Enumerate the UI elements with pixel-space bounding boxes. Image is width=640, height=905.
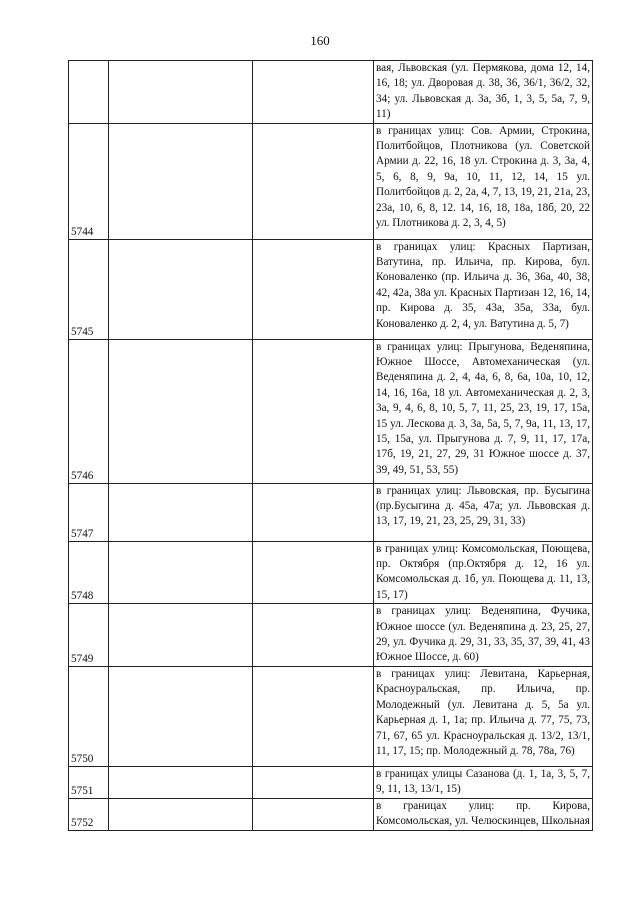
row-number: 5751 — [69, 766, 109, 798]
row-number — [69, 61, 109, 124]
empty-cell — [109, 239, 253, 339]
address-table — [68, 60, 593, 831]
address-description: в границах улиц: Комсомольская, Поющева, пр. Октября (пр.Октября д. 12, 16 ул. Комсомольская д. 1б, ул. Поющева д. 11, 13, 15, 17) — [374, 541, 593, 604]
row-number: 5752 — [69, 798, 109, 830]
page-number: 160 — [310, 33, 330, 48]
empty-cell — [253, 666, 374, 766]
table-row — [69, 604, 593, 667]
empty-cell — [253, 123, 374, 239]
table-row — [69, 766, 593, 798]
row-number: 5749 — [69, 604, 109, 667]
empty-cell — [109, 604, 253, 667]
empty-cell — [253, 798, 374, 830]
empty-cell — [253, 239, 374, 339]
address-description: в границах улиц: Левитана, Карьерная, Красноуральская, пр. Ильича, пр. Молодежный (ул. Левитана д. 5, 5а ул. Карьерная д. 1, 1а; пр. Ильича д. 77, 75, 73, 71, 67, 65 ул. Красноуральская д. 13/2, 13/1, 11, 17, 15; пр. Молодежный д. 78, 78а, 76) — [374, 666, 593, 766]
empty-cell — [109, 483, 253, 541]
row-number: 5744 — [69, 123, 109, 239]
table-row — [69, 239, 593, 339]
empty-cell — [109, 666, 253, 766]
address-description: в границах улиц: Веденяпина, Фучика, Южное шоссе (ул. Веденяпина д. 23, 25, 27, 29, ул. Фучика д. 29, 31, 33, 35, 37, 39, 41, 43 Южное Шоссе, д. 60) — [374, 604, 593, 667]
empty-cell — [253, 61, 374, 124]
empty-cell — [109, 766, 253, 798]
address-description: в границах улиц: Красных Партизан, Ватутина, пр. Ильича, пр. Кирова, бул. Коноваленко (пр. Ильича д. 36, 36а, 40, 38, 42, 42а, 38а ул. Красных Партизан 12, 16, 14, пр. Кирова д. 35, 43а, 35а, 33а, бул. Коноваленко д. 2, 4, ул. Ватутина д. 5, 7) — [374, 239, 593, 339]
empty-cell — [253, 483, 374, 541]
empty-cell — [253, 541, 374, 604]
empty-cell — [109, 798, 253, 830]
empty-cell — [253, 339, 374, 483]
address-description: вая, Львовская (ул. Пермякова, дома 12, 14, 16, 18; ул. Дворовая д. 38, 36, 36/1, 36/2, 32, 34; ул. Львовская д. 3а, 3б, 1, 3, 5, 5а, 7, 9, 11) — [374, 61, 593, 124]
table-row — [69, 339, 593, 483]
row-number: 5750 — [69, 666, 109, 766]
row-number: 5748 — [69, 541, 109, 604]
table-row — [69, 666, 593, 766]
table-row — [69, 798, 593, 830]
address-description: в границах улицы Сазанова (д. 1, 1а, 3, 5, 7, 9, 11, 13, 13/1, 15) — [374, 766, 593, 798]
empty-cell — [109, 61, 253, 124]
table-row — [69, 123, 593, 239]
address-description: в границах улиц: Прыгунова, Веденяпина, Южное Шоссе, Автомеханическая (ул. Веденяпина д. 2, 4, 4а, 6, 8, 6а, 10а, 10, 12, 14, 16, 16а, 18 ул. Автомеханическая д. 2, 3, 3а, 9, 4, 6, 8, 10, 5, 7, 11, 25, 23, 19, 17, 15а, 15 ул. Лескова д. 3, 3а, 5а, 5, 7, 9а, 11, 13, 17, 15, 15а, ул. Прыгунова д. 7, 9, 11, 17, 17а, 17б, 19, 21, 27, 29, 31 Южное шоссе д. 37, 39, 49, 51, 53, 55) — [374, 339, 593, 483]
address-description: в границах улиц: Львовская, пр. Бусыгина (пр.Бусыгина д. 45а, 47а; ул. Львовская д. 13, 17, 19, 21, 23, 25, 29, 31, 33) — [374, 483, 593, 541]
row-number: 5746 — [69, 339, 109, 483]
empty-cell — [253, 604, 374, 667]
empty-cell — [109, 339, 253, 483]
empty-cell — [109, 541, 253, 604]
row-number: 5747 — [69, 483, 109, 541]
address-description: в границах улиц: пр. Кирова, Комсомольская, ул. Челюскинцев, Школьная — [374, 798, 593, 830]
table-row — [69, 541, 593, 604]
table-row — [69, 61, 593, 124]
table-row — [69, 483, 593, 541]
row-number: 5745 — [69, 239, 109, 339]
address-description: в границах улиц: Сов. Армии, Строкина, Политбойцов, Плотникова (ул. Советской Армии д. 22, 16, 18 ул. Строкина д. 3, 3а, 4, 5, 6, 8, 9, 9а, 10, 11, 12, 14, 15 ул. Политбойцов д. 2, 2а, 4, 7, 13, 19, 21, 21а, 23, 23а, 10, 6, 8, 12. 14, 16, 18, 18а, 18б, 20, 22 ул. Плотникова д. 2, 3, 4, 5) — [374, 123, 593, 239]
empty-cell — [109, 123, 253, 239]
empty-cell — [253, 766, 374, 798]
